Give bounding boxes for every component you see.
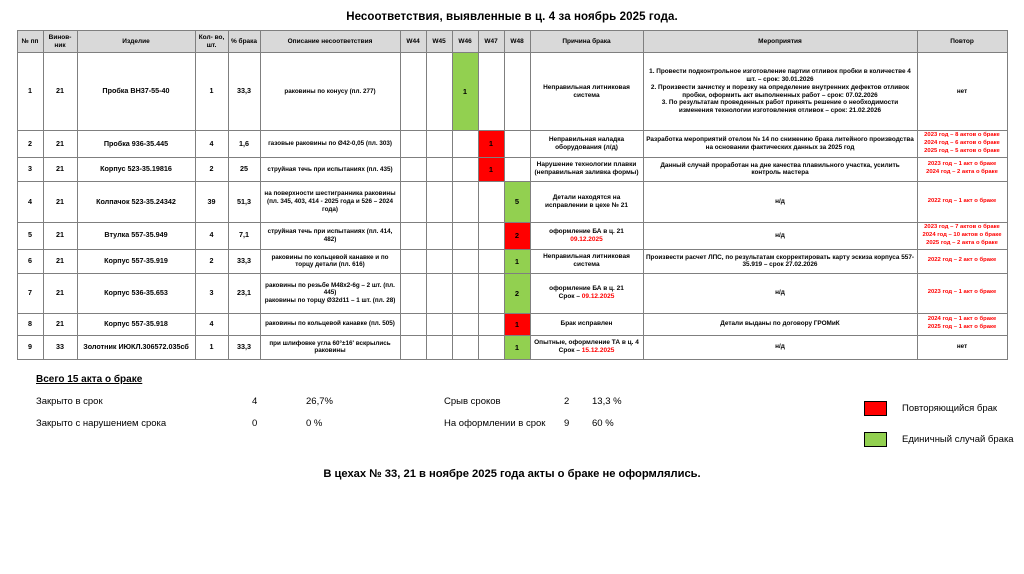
legend-label-repeating: Повторяющийся брак bbox=[902, 403, 998, 415]
repeat-line: 2022 год – 1 акт о браке bbox=[927, 197, 997, 204]
repeat-line: 2023 год – 7 актов о браке bbox=[924, 223, 1000, 230]
action-line: Детали выданы по договору ГРОМиК bbox=[720, 320, 840, 328]
col-header-qty bbox=[195, 31, 228, 53]
cell-action bbox=[643, 249, 917, 273]
cell-action bbox=[643, 335, 917, 359]
cell-w46 bbox=[452, 157, 478, 181]
cell-repeat bbox=[917, 313, 1007, 335]
action-line: н/д bbox=[775, 343, 785, 351]
cell-w44 bbox=[400, 249, 426, 273]
summary-left-label-1: Закрыто с нарушением срока bbox=[36, 417, 167, 429]
legend-item-single bbox=[864, 429, 1024, 451]
col-header-w45: W45 bbox=[426, 31, 452, 53]
table-row bbox=[17, 249, 1007, 273]
cell-w46 bbox=[452, 273, 478, 313]
cell-repeat bbox=[917, 53, 1007, 131]
cell-defect-pct: 23,1 bbox=[228, 273, 260, 313]
col-header-item: Изделие bbox=[77, 31, 195, 53]
action-line: н/д bbox=[775, 231, 785, 239]
action-line: н/д bbox=[775, 198, 785, 205]
col-header-action: Мероприятия bbox=[643, 31, 917, 53]
cell-guilty: 21 bbox=[43, 313, 77, 335]
repeat-line: 2023 год – 1 акт о браке bbox=[927, 161, 997, 168]
cell-w44 bbox=[400, 181, 426, 222]
table-row bbox=[17, 313, 1007, 335]
cell-w44 bbox=[400, 222, 426, 249]
legend-swatch-single-icon bbox=[864, 432, 887, 447]
cell-w48: 5 bbox=[504, 181, 530, 222]
cell-guilty: 33 bbox=[43, 335, 77, 359]
col-header-w44: W44 bbox=[400, 31, 426, 53]
cell-w46: 1 bbox=[452, 53, 478, 131]
cell-w45 bbox=[426, 181, 452, 222]
cell-w48: 1 bbox=[504, 313, 530, 335]
action-line: Данный случай проработан на дне качества плавильного участка, усилить контроль мастера bbox=[660, 161, 900, 177]
cell-guilty: 21 bbox=[43, 222, 77, 249]
cell-repeat bbox=[917, 273, 1007, 313]
cell-w44 bbox=[400, 53, 426, 131]
summary-right-label-0: Срыв сроков bbox=[444, 395, 501, 407]
cell-w46 bbox=[452, 131, 478, 158]
cell-item: Пробка 936-35.445 bbox=[77, 131, 195, 158]
col-header-guilty-line2: ник bbox=[54, 41, 66, 49]
cell-num: 5 bbox=[17, 222, 43, 249]
cell-defect-pct bbox=[228, 313, 260, 335]
col-header-description: Описание несоответствия bbox=[260, 31, 400, 53]
cell-w47: 1 bbox=[478, 157, 504, 181]
summary-left-pct-1: 0 % bbox=[306, 417, 323, 429]
cell-w45 bbox=[426, 313, 452, 335]
cell-defect-pct: 51,3 bbox=[228, 181, 260, 222]
cell-action bbox=[643, 131, 917, 158]
cell-item: Колпачок 523-35.24342 bbox=[77, 181, 195, 222]
cell-description: струйная течь при испытаниях (пл. 414, 482) bbox=[260, 222, 400, 249]
cell-repeat bbox=[917, 222, 1007, 249]
cell-w45 bbox=[426, 131, 452, 158]
cell-num: 3 bbox=[17, 157, 43, 181]
legend-label-single: Единичный случай брака bbox=[902, 434, 1014, 446]
cell-description: при шлифовке угла 60°±16' вскрылись раковины bbox=[260, 335, 400, 359]
repeat-line: 2023 год – 8 актов о браке bbox=[924, 132, 1000, 138]
summary-right-value-0: 2 bbox=[564, 395, 570, 407]
cell-w45 bbox=[426, 53, 452, 131]
table-row bbox=[17, 222, 1007, 249]
cell-w44 bbox=[400, 335, 426, 359]
table-body bbox=[17, 53, 1007, 360]
col-header-w48: W48 bbox=[504, 31, 530, 53]
cell-defect-pct: 7,1 bbox=[228, 222, 260, 249]
cell-guilty: 21 bbox=[43, 181, 77, 222]
cell-num: 2 bbox=[17, 131, 43, 158]
summary-row-1 bbox=[36, 396, 996, 417]
repeat-line: нет bbox=[956, 87, 968, 95]
summary-right-value-1: 9 bbox=[564, 417, 570, 429]
cell-guilty: 21 bbox=[43, 249, 77, 273]
repeat-line: 2025 год – 1 акт о браке bbox=[927, 324, 997, 331]
cell-w48: 1 bbox=[504, 249, 530, 273]
cell-w48 bbox=[504, 157, 530, 181]
cell-description: раковины по кольцевой канавке и по торцу детали (пл. 616) bbox=[260, 249, 400, 273]
summary-right-pct-1: 60 % bbox=[592, 417, 614, 429]
cell-guilty: 21 bbox=[43, 273, 77, 313]
action-line: 3. По результатам проведенных работ принять решение о необходимости изменения технологии изготовления отливок – срок: 21.02.2026 bbox=[661, 99, 899, 115]
repeat-line: 2025 год – 5 актов о браке bbox=[924, 147, 1000, 154]
cell-w44 bbox=[400, 131, 426, 158]
cell-guilty: 21 bbox=[43, 53, 77, 131]
table-row bbox=[17, 131, 1007, 158]
cell-w46 bbox=[452, 222, 478, 249]
cell-w46 bbox=[452, 335, 478, 359]
repeat-line: 2024 год – 2 акта о браке bbox=[926, 169, 998, 176]
cause-deadline-date: 15.12.2025 bbox=[581, 347, 615, 355]
cell-w45 bbox=[426, 273, 452, 313]
cell-defect-pct: 33,3 bbox=[228, 249, 260, 273]
cell-w48: 1 bbox=[504, 335, 530, 359]
cell-cause: Неправильная литниковая система bbox=[530, 53, 643, 131]
summary-left-value-0: 4 bbox=[252, 395, 258, 407]
cell-defect-pct: 33,3 bbox=[228, 53, 260, 131]
cell-w44 bbox=[400, 273, 426, 313]
cell-item: Корпус 536-35.653 bbox=[77, 273, 195, 313]
cell-w47 bbox=[478, 313, 504, 335]
summary-title: Всего 15 акта о браке bbox=[36, 373, 143, 385]
cell-w48: 2 bbox=[504, 222, 530, 249]
cell-w47: 1 bbox=[478, 131, 504, 158]
repeat-line: 2024 год – 6 актов о браке bbox=[924, 139, 1000, 146]
cell-action bbox=[643, 181, 917, 222]
cell-qty: 4 bbox=[195, 131, 228, 158]
summary-row-2 bbox=[36, 418, 996, 439]
cell-action bbox=[643, 313, 917, 335]
cell-w48 bbox=[504, 131, 530, 158]
cell-item: Корпус 557-35.918 bbox=[77, 313, 195, 335]
cell-w44 bbox=[400, 313, 426, 335]
cell-num: 7 bbox=[17, 273, 43, 313]
cell-w45 bbox=[426, 157, 452, 181]
cell-cause: Опытные, оформление ТА в ц. 4 Срок – 15.12.2025 bbox=[530, 335, 643, 359]
col-header-guilty-line1: Винов- bbox=[48, 33, 72, 41]
summary-left-value-1: 0 bbox=[252, 417, 258, 429]
cell-num: 6 bbox=[17, 249, 43, 273]
cell-repeat bbox=[917, 157, 1007, 181]
col-header-defect-pct: % брака bbox=[228, 31, 260, 53]
action-line: 2. Произвести зачистку и порезку на определение внутренних дефектов отливок пробки, оформить акт выполненных работ – срок: 07.02.2026 bbox=[650, 83, 910, 99]
cell-cause: оформление БА в ц. 21 09.12.2025 bbox=[530, 222, 643, 249]
cell-w45 bbox=[426, 222, 452, 249]
cell-description: раковины по кольцевой канавке (пл. 505) bbox=[260, 313, 400, 335]
repeat-line: 2024 год – 10 актов о браке bbox=[922, 231, 1002, 238]
cell-item: Корпус 557-35.919 bbox=[77, 249, 195, 273]
cell-guilty: 21 bbox=[43, 157, 77, 181]
cell-repeat bbox=[917, 335, 1007, 359]
cell-w47 bbox=[478, 222, 504, 249]
cell-w48: 2 bbox=[504, 273, 530, 313]
cell-action bbox=[643, 53, 917, 131]
cause-deadline-date: 09.12.2025 bbox=[581, 293, 615, 301]
cell-description: газовые раковины по Ø42-0,05 (пл. 303) bbox=[260, 131, 400, 158]
summary-section bbox=[36, 373, 1014, 446]
cell-w47 bbox=[478, 335, 504, 359]
cell-w46 bbox=[452, 249, 478, 273]
cell-qty: 1 bbox=[195, 335, 228, 359]
summary-right-label-1: На оформлении в срок bbox=[444, 417, 546, 429]
cell-repeat bbox=[917, 181, 1007, 222]
cell-description: раковины по резьбе М48х2-6g – 2 шт. (пл. 445) раковины по торцу Ø32d11 – 1 шт. (пл. 28) bbox=[260, 273, 400, 313]
cell-w48 bbox=[504, 53, 530, 131]
cell-description: раковины по конусу (пл. 277) bbox=[260, 53, 400, 131]
table-row bbox=[17, 157, 1007, 181]
cell-w45 bbox=[426, 335, 452, 359]
cell-w47 bbox=[478, 53, 504, 131]
legend bbox=[864, 398, 1024, 460]
cell-w46 bbox=[452, 313, 478, 335]
cell-qty: 4 bbox=[195, 222, 228, 249]
col-header-qty-line2: шт. bbox=[206, 41, 217, 49]
cell-w47 bbox=[478, 249, 504, 273]
col-header-guilty bbox=[43, 31, 77, 53]
table-row bbox=[17, 273, 1007, 313]
cell-cause: Нарушение технологии плавки (неправильная заливка формы) bbox=[530, 157, 643, 181]
repeat-line: нет bbox=[956, 343, 968, 351]
repeat-line: 2022 год – 2 акт о браке bbox=[927, 257, 997, 264]
cell-defect-pct: 1,6 bbox=[228, 131, 260, 158]
cell-repeat bbox=[917, 249, 1007, 273]
action-line: Разработка мероприятий отелом № 14 по снижению брака литейного производства на основании фактических данных за 2025 год bbox=[646, 136, 914, 151]
summary-grid bbox=[36, 395, 1014, 446]
cell-w47 bbox=[478, 273, 504, 313]
cell-description: на поверхности шестигранника раковины (пл. 345, 403, 414 - 2025 года и 526 – 2024 года) bbox=[260, 181, 400, 222]
cell-item: Пробка ВН37-55-40 bbox=[77, 53, 195, 131]
col-header-repeat: Повтор bbox=[917, 31, 1007, 53]
cell-qty: 39 bbox=[195, 181, 228, 222]
col-header-num: № пп bbox=[17, 31, 43, 53]
cell-defect-pct: 25 bbox=[228, 157, 260, 181]
cell-cause: оформление БА в ц. 21 Срок – 09.12.2025 bbox=[530, 273, 643, 313]
cell-num: 8 bbox=[17, 313, 43, 335]
summary-right-pct-0: 13,3 % bbox=[592, 395, 622, 407]
table-row bbox=[17, 53, 1007, 131]
repeat-line: 2025 год – 2 акта о браке bbox=[926, 239, 998, 246]
cell-w46 bbox=[452, 181, 478, 222]
cell-qty: 2 bbox=[195, 249, 228, 273]
cell-num: 9 bbox=[17, 335, 43, 359]
footnote: В цехах № 33, 21 в ноябре 2025 года акты о браке не оформлялись. bbox=[323, 467, 701, 480]
cell-guilty: 21 bbox=[43, 131, 77, 158]
table-header-row bbox=[17, 31, 1007, 53]
col-header-cause: Причина брака bbox=[530, 31, 643, 53]
col-header-w46: W46 bbox=[452, 31, 478, 53]
cell-cause: Неправильная литниковая система bbox=[530, 249, 643, 273]
cell-w44 bbox=[400, 157, 426, 181]
cell-qty: 2 bbox=[195, 157, 228, 181]
summary-left-pct-0: 26,7% bbox=[306, 395, 333, 407]
cell-num: 1 bbox=[17, 53, 43, 131]
cell-num: 4 bbox=[17, 181, 43, 222]
page-title: Несоответствия, выявленные в ц. 4 за ноябрь 2025 года. bbox=[346, 11, 678, 23]
col-header-qty-line1: Кол- во, bbox=[198, 33, 225, 41]
action-line: 1. Провести подконтрольное изготовление партии отливок пробки в количестве 4 шт. – срок: 30.01.2026 bbox=[649, 68, 911, 83]
cell-cause: Детали находятся на исправлении в цехе № 21 bbox=[530, 181, 643, 222]
cell-description: струйная течь при испытаниях (пл. 435) bbox=[260, 157, 400, 181]
repeat-line: 2024 год – 1 акт о браке bbox=[927, 316, 997, 323]
cause-deadline-date: 09.12.2025 bbox=[570, 235, 603, 243]
cell-cause: Неправильная наладка оборудования (л/д) bbox=[530, 131, 643, 158]
cell-w47 bbox=[478, 181, 504, 222]
table-row bbox=[17, 181, 1007, 222]
action-line: н/д bbox=[775, 289, 785, 297]
action-line: Произвести расчет ЛПС, по результатам скорректировать карту эскиза корпуса 557-35.919 – срок 27.02.2026 bbox=[645, 253, 915, 269]
cell-qty: 3 bbox=[195, 273, 228, 313]
cell-item: Корпус 523-35.19816 bbox=[77, 157, 195, 181]
legend-item-repeating bbox=[864, 398, 1024, 420]
table-row bbox=[17, 335, 1007, 359]
col-header-w47: W47 bbox=[478, 31, 504, 53]
repeat-line: 2023 год – 1 акт о браке bbox=[927, 289, 997, 296]
cell-qty: 4 bbox=[195, 313, 228, 335]
legend-swatch-repeating-icon bbox=[864, 401, 887, 416]
cell-action bbox=[643, 273, 917, 313]
summary-left-label-0: Закрыто в срок bbox=[36, 395, 103, 407]
cell-action bbox=[643, 157, 917, 181]
cell-cause: Брак исправлен bbox=[530, 313, 643, 335]
cell-repeat bbox=[917, 131, 1007, 158]
cell-item: Золотник ИЮКЛ.306572.035сб bbox=[77, 335, 195, 359]
cell-w45 bbox=[426, 249, 452, 273]
cell-action bbox=[643, 222, 917, 249]
cell-qty: 1 bbox=[195, 53, 228, 131]
cell-defect-pct: 33,3 bbox=[228, 335, 260, 359]
defects-table bbox=[17, 30, 1008, 360]
cell-item: Втулка 557-35.949 bbox=[77, 222, 195, 249]
